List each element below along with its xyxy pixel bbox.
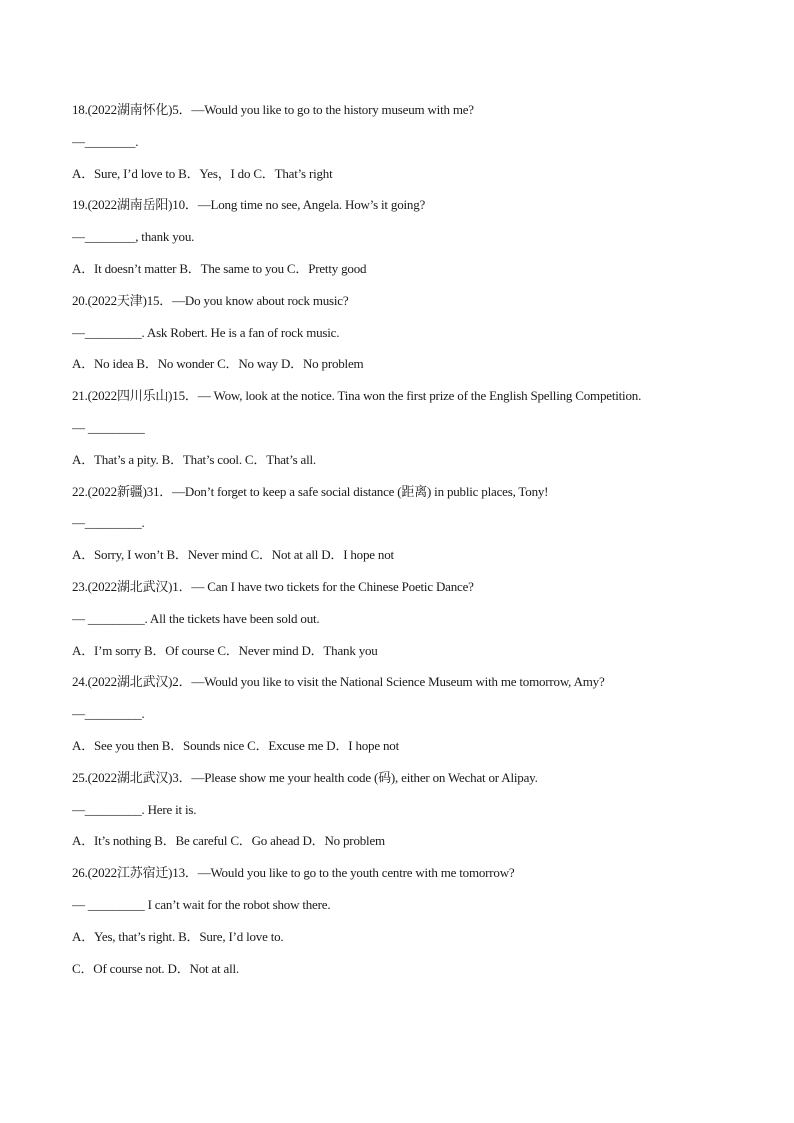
question-19-options: A．It doesn’t matter B．The same to you C．Pretty good xyxy=(72,260,367,276)
question-20-answer-blank: —_________. Ask Robert. He is a fan of rock music. xyxy=(72,324,340,340)
question-26-stem: 26.(2022江苏宿迁)13．—Would you like to go to the youth centre with me tomorrow? xyxy=(72,865,515,881)
question-22-answer-blank: —_________. xyxy=(72,515,145,531)
question-26-options-row-1: A．Yes, that’s right. B．Sure, I’d love to. xyxy=(72,928,284,944)
question-21-answer-blank: — _________ xyxy=(72,419,145,435)
question-list xyxy=(72,100,732,990)
question-23-stem: 23.(2022湖北武汉)1．— Can I have two tickets for the Chinese Poetic Dance? xyxy=(72,578,474,594)
question-23-options: A．I’m sorry B．Of course C．Never mind D．Thank you xyxy=(72,642,378,658)
question-18-stem: 18.(2022湖南怀化)5．—Would you like to go to the history museum with me? xyxy=(72,102,474,117)
question-26-options-row-2: C．Of course not. D．Not at all. xyxy=(72,960,239,976)
question-19-answer-blank: —________, thank you. xyxy=(72,229,195,245)
question-23-answer-blank: — _________. All the tickets have been sold out. xyxy=(72,610,320,626)
question-24-options: A．See you then B．Sounds nice C．Excuse me D．I hope not xyxy=(72,737,399,753)
question-18-options: A．Sure, I’d love to B．Yes，I do C．That’s right xyxy=(72,165,333,181)
question-24-stem: 24.(2022湖北武汉)2．—Would you like to visit the National Science Museum with me tomorrow, Amy? xyxy=(72,674,605,690)
question-24-answer-blank: —_________. xyxy=(72,706,145,722)
question-19-stem: 19.(2022湖南岳阳)10．—Long time no see, Angela. How’s it going? xyxy=(72,197,426,213)
question-25-stem: 25.(2022湖北武汉)3．—Please show me your health code (码), either on Wechat or Alipay. xyxy=(72,769,538,785)
question-20-options: A．No idea B．No wonder C．No way D．No problem xyxy=(72,356,364,372)
question-22-stem: 22.(2022新疆)31．—Don’t forget to keep a safe social distance (距离) in public places, Tony! xyxy=(72,483,549,499)
question-20-stem: 20.(2022天津)15．—Do you know about rock music? xyxy=(72,292,349,308)
question-21-stem: 21.(2022四川乐山)15．— Wow, look at the notice. Tina won the first prize of the English Spelling Competition. xyxy=(72,388,642,404)
question-25-answer-blank: —_________. Here it is. xyxy=(72,801,197,817)
question-26-answer-blank: — _________ I can’t wait for the robot show there. xyxy=(72,896,331,912)
question-25-options: A．It’s nothing B．Be careful C．Go ahead D．No problem xyxy=(72,833,385,849)
question-21-options: A．That’s a pity. B．That’s cool. C．That’s all. xyxy=(72,451,316,467)
question-18-answer-blank: —________. xyxy=(72,133,139,149)
question-22-options: A．Sorry, I won’t B．Never mind C．Not at all D．I hope not xyxy=(72,547,394,563)
